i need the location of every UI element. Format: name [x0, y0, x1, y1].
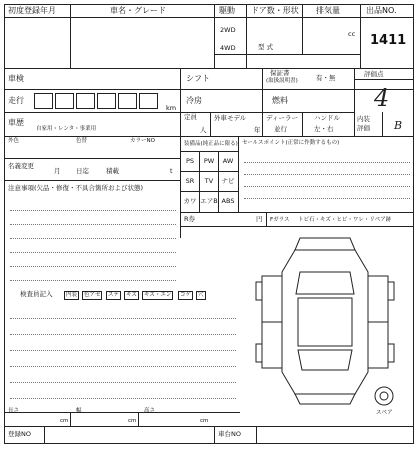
- note-line: [10, 238, 176, 239]
- yen-unit: 円: [256, 215, 263, 223]
- loading-label: 積載: [106, 167, 119, 175]
- divider: [266, 212, 267, 226]
- divider: [138, 412, 139, 426]
- divider: [180, 212, 414, 213]
- chassis-no-label: 車台NO: [218, 430, 241, 438]
- inspector-option: 内装: [66, 292, 78, 298]
- left-front-door: [262, 276, 282, 322]
- divider: [214, 4, 215, 68]
- capacity-unit: 人: [200, 126, 207, 134]
- odometer-digit-box: [76, 93, 95, 109]
- spare-label: スペア: [376, 410, 393, 416]
- divider: [210, 112, 211, 136]
- equipment-cell: カワ: [183, 197, 197, 205]
- right-rear-door: [368, 322, 388, 368]
- divider: [354, 79, 414, 80]
- divider: [360, 4, 361, 68]
- history-label: 車歴: [8, 118, 24, 127]
- note-line: [10, 280, 176, 281]
- sales-point-line: [244, 162, 410, 163]
- note-line: [10, 382, 236, 383]
- shift-label: シフト: [186, 74, 210, 83]
- divider: [4, 68, 414, 69]
- interior-grade: B: [394, 119, 403, 132]
- note-line: [10, 350, 236, 351]
- windshield: [296, 272, 354, 294]
- divider: [4, 17, 414, 18]
- warranty-options: 有・無: [316, 74, 336, 82]
- recycle-label: R券: [184, 215, 196, 223]
- note-line: [10, 318, 236, 319]
- handle-label: ハンドル: [314, 114, 340, 122]
- odometer-digit-box: [55, 93, 74, 109]
- outer-model-label: 外車モデル: [214, 114, 247, 122]
- divider: [214, 426, 215, 444]
- left-front-tire: [256, 282, 262, 300]
- inspector-option: キズ・エン: [144, 292, 172, 298]
- divider: [4, 158, 180, 159]
- interior-label: 内装: [357, 115, 370, 123]
- divider: [180, 226, 414, 227]
- divider: [302, 4, 303, 54]
- cooling-label: 冷房: [186, 96, 202, 105]
- inspector-option: 穴: [198, 292, 204, 298]
- dealer-option: 並行: [274, 125, 287, 133]
- sales-point-line: [244, 174, 410, 175]
- history-options: 自家用・レンタ・事業用: [36, 126, 97, 132]
- length-cm: cm: [60, 418, 69, 424]
- warranty-sub: (取扱説明書): [266, 78, 298, 84]
- divider: [354, 112, 355, 136]
- divider: [256, 426, 257, 444]
- mileage-label: 走行: [8, 96, 24, 105]
- divider: [4, 412, 240, 413]
- name-change-label: 名義変更: [8, 162, 34, 170]
- divider: [302, 112, 303, 136]
- width-label: 幅: [76, 408, 82, 414]
- inspection-label: 車検: [8, 74, 24, 83]
- inspector-label: 検査員記入: [20, 290, 53, 298]
- divider: [180, 191, 238, 192]
- glass-options: トビ石・キズ・ヒビ・ワレ・リペア跡: [298, 217, 392, 223]
- spare-tire-hub: [380, 392, 388, 400]
- month-label: 月: [54, 167, 61, 175]
- divider: [44, 426, 45, 444]
- date-stop-label: 日迄: [76, 167, 89, 175]
- km-unit: km: [166, 104, 177, 112]
- exterior-color-label: 外色: [8, 138, 20, 144]
- height-cm: cm: [200, 418, 209, 424]
- inspector-option: ステ: [108, 292, 119, 298]
- height-label: 高さ: [144, 408, 156, 414]
- divider: [180, 171, 238, 172]
- sales-point-line: [244, 186, 410, 187]
- right-front-door: [368, 276, 388, 322]
- odometer-digit-box: [97, 93, 116, 109]
- note-line: [10, 252, 176, 253]
- year-unit: 年: [254, 126, 261, 134]
- first-registration-label: 初度登録年月: [8, 6, 56, 15]
- glass-label: Fガラス: [270, 217, 290, 223]
- drive-label: 駆動: [219, 6, 235, 15]
- right-rear-tire: [388, 344, 394, 362]
- divider: [4, 426, 414, 427]
- equipment-cell: PW: [203, 157, 215, 165]
- divider: [70, 412, 71, 426]
- divider: [70, 4, 71, 68]
- front-bumper: [295, 238, 355, 250]
- displacement-label: 排気量: [316, 6, 340, 15]
- drive-2wd: 2WD: [220, 26, 236, 34]
- cc-unit: cc: [348, 30, 356, 38]
- left-rear-tire: [256, 344, 262, 362]
- rear-bumper: [295, 394, 355, 404]
- fuel-label: 燃料: [272, 96, 288, 105]
- divider: [262, 112, 263, 136]
- divider: [180, 151, 238, 152]
- reg-no-label: 登録NO: [8, 430, 31, 438]
- roof: [298, 298, 352, 346]
- odometer-digit-box: [139, 93, 158, 109]
- rear-window: [298, 350, 352, 370]
- warranty-label: 保証書: [270, 69, 290, 77]
- handle-options: 左・右: [314, 125, 334, 133]
- rating-label: 評価点: [364, 70, 384, 78]
- divider: [214, 54, 360, 55]
- divider: [4, 89, 414, 90]
- equipment-cell: TV: [204, 177, 214, 185]
- divider: [382, 112, 383, 136]
- sales-point-label: セールスポイント(正常に作動するもの): [242, 140, 340, 146]
- doors-label: ドア数・形状: [251, 6, 299, 15]
- equipment-label: 装備品(純正品に限る): [184, 141, 238, 147]
- lot-number: 1411: [370, 33, 407, 48]
- dealer-label: ディーラー: [266, 114, 298, 122]
- interior-sub: 評価: [357, 124, 370, 132]
- divider: [262, 68, 263, 112]
- divider: [4, 136, 414, 137]
- drive-4wd: 4WD: [220, 44, 236, 52]
- odometer-digit-box: [34, 93, 53, 109]
- width-cm: cm: [128, 418, 137, 424]
- car-diagram: [240, 232, 410, 412]
- tonne-unit: t: [170, 167, 173, 175]
- note-line: [10, 334, 236, 335]
- divider: [354, 68, 355, 112]
- inspector-option: キズ: [126, 292, 137, 298]
- equipment-cell: AW: [222, 157, 234, 165]
- spare-tire: [375, 387, 393, 405]
- note-line: [10, 210, 176, 211]
- divider: [246, 4, 247, 68]
- name-grade-label: 車名・グレード: [110, 6, 166, 15]
- equipment-cell: ABS: [221, 197, 235, 205]
- model-type-label: 型 式: [258, 43, 274, 51]
- color-change-label: 色替: [76, 138, 88, 144]
- note-line: [10, 266, 176, 267]
- length-label: 長さ: [8, 408, 20, 414]
- lot-no-label: 出品NO.: [366, 6, 397, 15]
- caution-label: 注意事項(欠品・修復・不具合箇所および状態): [8, 184, 144, 192]
- note-line: [10, 366, 236, 367]
- note-line: [10, 398, 236, 399]
- equipment-cell: PS: [185, 157, 195, 165]
- note-line: [10, 224, 176, 225]
- capacity-label: 定員: [184, 113, 197, 121]
- rating-value: 4: [374, 84, 390, 112]
- sales-point-line: [244, 198, 410, 199]
- equipment-cell: エアB: [200, 197, 218, 205]
- right-front-tire: [388, 282, 394, 300]
- left-rear-door: [262, 322, 282, 368]
- divider: [4, 180, 180, 181]
- equipment-cell: ナビ: [221, 177, 235, 185]
- equipment-cell: SR: [185, 177, 195, 185]
- odometer-digit-box: [118, 93, 137, 109]
- inspector-option: 色アセ: [84, 292, 101, 298]
- color-no-label: カラーNO: [130, 138, 155, 144]
- inspector-option: コゲ: [180, 292, 192, 298]
- divider: [238, 136, 239, 212]
